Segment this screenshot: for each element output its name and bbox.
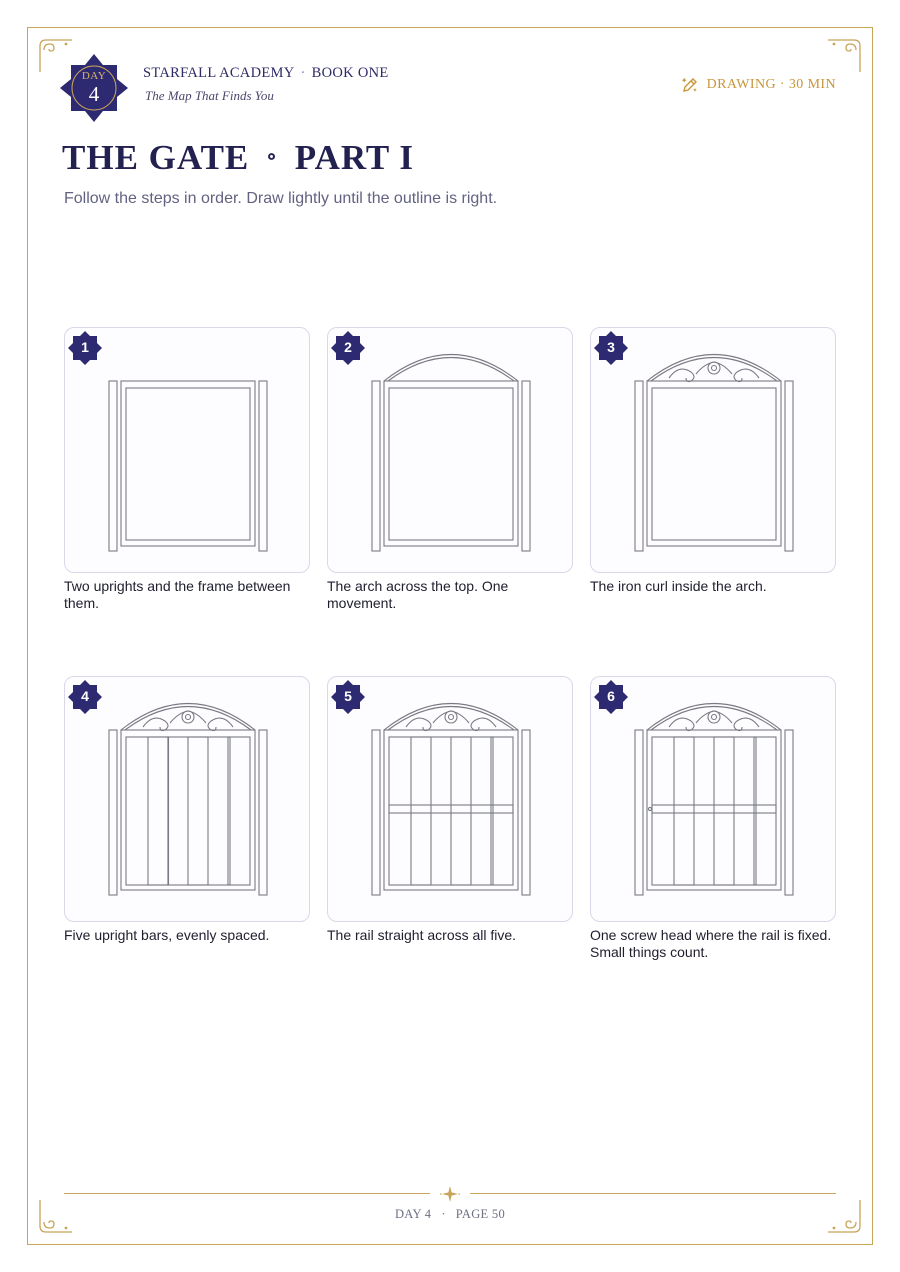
book-name: BOOK ONE bbox=[311, 65, 389, 81]
step-caption: The rail straight across all five. bbox=[327, 927, 517, 943]
step-3 bbox=[590, 327, 836, 595]
step-number-badge bbox=[593, 679, 629, 715]
footer-separator: · bbox=[441, 1207, 446, 1221]
footer-divider-right bbox=[470, 1193, 836, 1194]
step-number-badge bbox=[593, 330, 629, 366]
page-footer bbox=[0, 1207, 900, 1222]
page-title bbox=[62, 138, 414, 178]
title-separator: ∘ bbox=[265, 146, 279, 169]
activity-label bbox=[681, 76, 836, 94]
page-number: PAGE 50 bbox=[455, 1207, 506, 1221]
step-number: 6 bbox=[607, 688, 615, 704]
step-number: 1 bbox=[81, 339, 89, 355]
step-caption: The iron curl inside the arch. bbox=[590, 578, 767, 594]
day-number: 4 bbox=[88, 82, 100, 106]
step-number: 3 bbox=[607, 339, 615, 355]
step-number: 2 bbox=[344, 339, 352, 355]
step-6 bbox=[590, 676, 836, 961]
step-number-badge bbox=[67, 330, 103, 366]
step-caption: One screw head where the rail is fixed. Small things count. bbox=[590, 927, 832, 960]
step-4 bbox=[64, 676, 310, 944]
page-border bbox=[27, 27, 873, 1245]
sparkle-icon bbox=[440, 1185, 460, 1203]
title-main: THE GATE bbox=[62, 138, 250, 177]
step-caption: Two uprights and the frame between them. bbox=[64, 578, 291, 611]
step-card bbox=[327, 676, 573, 922]
corner-ornament-top-right bbox=[824, 36, 864, 76]
step-number: 4 bbox=[81, 688, 89, 704]
instructions: Follow the steps in order. Draw lightly until the outline is right. bbox=[64, 190, 498, 207]
day-badge bbox=[58, 52, 130, 124]
step-caption: Five upright bars, evenly spaced. bbox=[64, 927, 270, 943]
step-1 bbox=[64, 327, 310, 612]
step-number: 5 bbox=[344, 688, 352, 704]
activity-text: DRAWING · 30 MIN bbox=[706, 77, 836, 92]
footer-divider-left bbox=[64, 1193, 430, 1194]
series-title bbox=[143, 65, 389, 82]
footer-day: DAY 4 bbox=[394, 1207, 432, 1221]
step-2 bbox=[327, 327, 573, 612]
book-subtitle: The Map That Finds You bbox=[145, 88, 274, 103]
step-card bbox=[590, 676, 836, 922]
day-label: DAY bbox=[81, 70, 107, 82]
step-card bbox=[590, 327, 836, 573]
series-name: STARFALL ACADEMY bbox=[143, 65, 295, 81]
series-separator: · bbox=[300, 65, 306, 81]
title-part: PART I bbox=[294, 138, 414, 177]
pencil-sparkle-icon bbox=[681, 76, 699, 94]
step-number-badge bbox=[67, 679, 103, 715]
step-card bbox=[327, 327, 573, 573]
step-caption: The arch across the top. One movement. bbox=[327, 578, 509, 611]
step-number-badge bbox=[330, 330, 366, 366]
step-number-badge bbox=[330, 679, 366, 715]
step-5 bbox=[327, 676, 573, 944]
step-card bbox=[64, 327, 310, 573]
step-card bbox=[64, 676, 310, 922]
